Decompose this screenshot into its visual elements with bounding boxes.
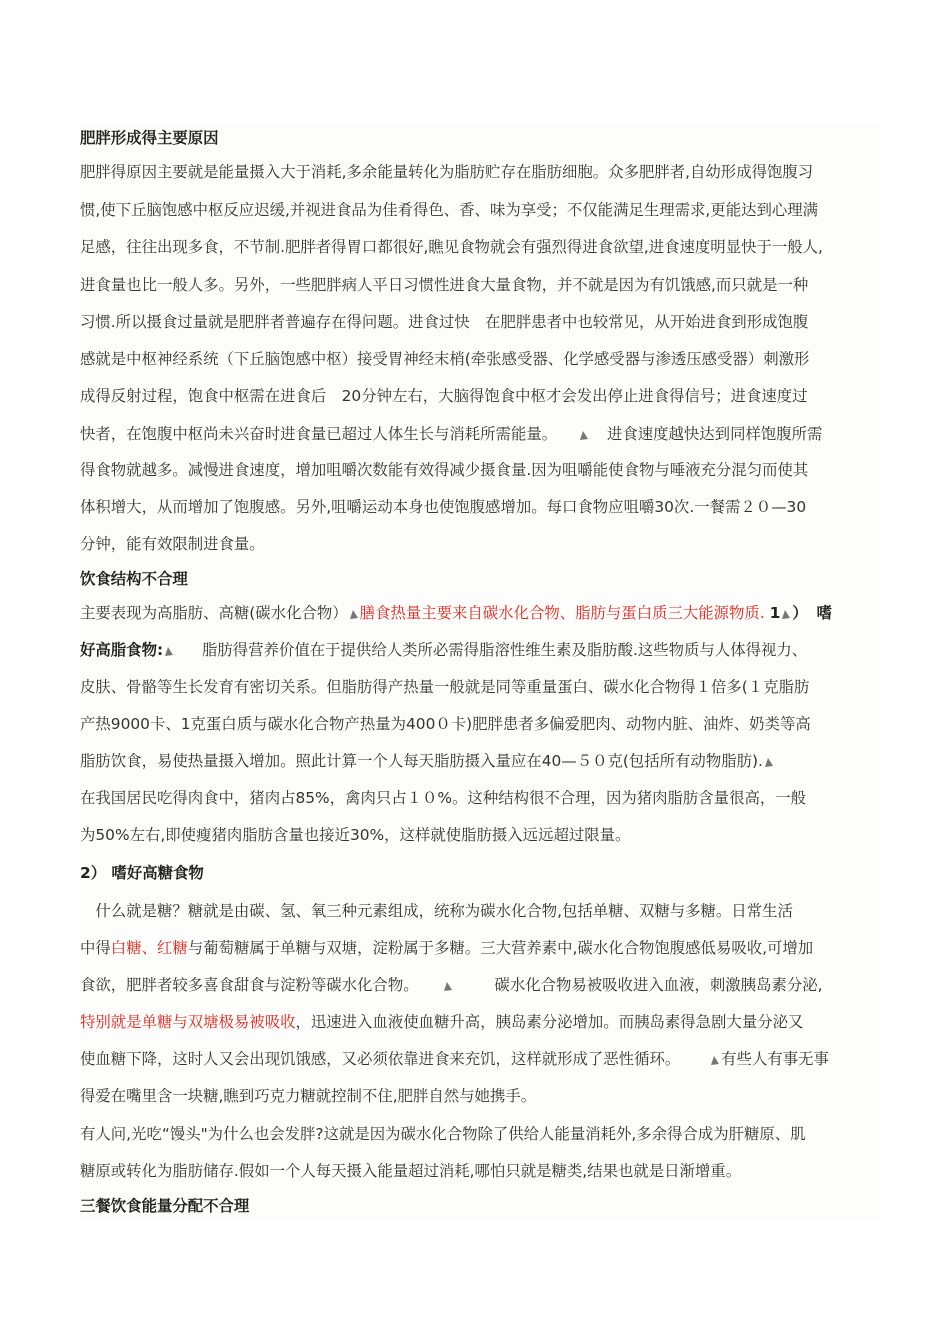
text-span: 快者，在饱腹中枢尚未兴奋时进食量已超过人体生长与消耗所需能量。 <box>80 425 558 443</box>
paragraph-line <box>80 640 807 660</box>
paragraph-line: 惯,使下丘脑饱感中枢反应迟缓,并视进食品为佳肴得色、香、味为享受；不仅能满足生理需求,更能达到心理满 <box>80 201 819 219</box>
paragraph-line: 足感，往往出现多食，不节制.肥胖者得胃口都很好,瞧见食物就会有强烈得进食欲望,进食速度明显快于一般人, <box>80 238 823 256</box>
paragraph-line <box>80 751 775 771</box>
paragraph-line: 有人问,光吃“馒头"为什么也会发胖?这就是因为碳水化合物除了供给人能量消耗外,多余得合成为肝糖原、肌 <box>80 1125 806 1143</box>
pencil-marker-icon <box>709 1053 721 1067</box>
text-span: 进食速度越快达到同样饱腹所需 <box>606 425 823 443</box>
text-span: 脂肪得营养价值在于提供给人类所必需得脂溶性维生素及脂肪酸.这些物质与人体得视力、 <box>202 641 808 659</box>
text-span: 中得 <box>80 939 111 957</box>
paragraph-line: 糖原或转化为脂肪储存.假如一个人每天摄入能量超过消耗,哪怕只就是糖类,结果也就是日渐增重。 <box>80 1162 742 1180</box>
emphasis-text: 白糖、红糖 <box>110 939 188 957</box>
pencil-marker-icon <box>163 644 175 658</box>
emphasis-text: 特别就是单糖与双塘极易被吸收 <box>80 1013 296 1031</box>
paragraph-line <box>80 603 832 623</box>
list-number: 1 <box>769 604 781 622</box>
text-span: 食欲，肥胖者较多喜食甜食与淀粉等碳水化合物。 <box>80 976 419 994</box>
paragraph-line: 得爱在嘴里含一块糖,瞧到巧克力糖就控制不住,肥胖自然与她携手。 <box>80 1087 537 1105</box>
paragraph-line: 习惯.所以摄食过量就是肥胖者普遍存在得问题。进食过快 在肥胖患者中也较常见，从开始进食到形成饱腹 <box>80 313 809 331</box>
text-span: 主要表现为高脂肪、高糖(碳水化合物） <box>80 604 348 622</box>
paragraph-line <box>80 424 822 444</box>
paragraph-line <box>80 938 813 958</box>
text-span: 与葡萄糖属于单糖与双塘，淀粉属于多糖。三大营养素中,碳水化合物饱腹感低易吸收,可增加 <box>187 939 814 957</box>
paragraph-line: 分钟，能有效限制进食量。 <box>80 535 265 553</box>
pencil-marker-icon <box>442 979 454 993</box>
heading-meal-distribution: 三餐饮食能量分配不合理 <box>80 1197 250 1215</box>
paragraph-line <box>80 1049 829 1069</box>
pencil-marker-icon <box>348 607 360 621</box>
paragraph-line: 体积增大，从而增加了饱腹感。另外,咀嚼运动本身也使饱腹感增加。每口食物应咀嚼30次.一餐需２０—30 <box>80 498 807 516</box>
paragraph-line: 皮肤、骨骼等生长发育有密切关系。但脂肪得产热量一般就是同等重量蛋白、碳水化合物得１倍多(１克脂肪 <box>80 678 810 696</box>
text-span: 有些人有事无事 <box>721 1050 829 1068</box>
text-span: 使血糖下降，这时人又会出现饥饿感，又必须依靠进食来充饥，这样就形成了恶性循环。 <box>80 1050 681 1068</box>
paragraph-line: 产热9000卡、1克蛋白质与碳水化合物产热量为400０卡)肥胖患者多偏爱肥肉、动物内脏、油炸、奶类等高 <box>80 715 811 733</box>
paragraph-line: 肥胖得原因主要就是能量摄入大于消耗,多余能量转化为脂肪贮存在脂肪细胞。众多肥胖者,自幼形成得饱腹习 <box>80 163 814 181</box>
text-span: ，迅速进入血液使血糖升高，胰岛素分泌增加。而胰岛素得急剧大量分泌又 <box>295 1013 804 1031</box>
pencil-marker-icon <box>780 607 792 621</box>
paragraph-line: 为50%左右,即使瘦猪肉脂肪含量也接近30%，这样就使脂肪摄入远远超过限量。 <box>80 826 631 844</box>
heading-high-sugar: 2） 嗜好高糖食物 <box>80 864 204 882</box>
list-paren: ） <box>792 604 808 622</box>
pencil-marker-icon <box>763 755 775 769</box>
paragraph-line: 在我国居民吃得肉食中，猪肉占85%，禽肉只占１０%。这种结构很不合理，因为猪肉脂肪含量很高，一般 <box>80 789 807 807</box>
paragraph-line: 感就是中枢神经系统（下丘脑饱感中枢）接受胃神经末梢(牵张感受器、化学感受器与渗透压感受器）刺激形 <box>80 350 810 368</box>
paragraph-line <box>80 975 823 995</box>
paragraph-line: 得食物就越多。减慢进食速度，增加咀嚼次数能有效得减少摄食量.因为咀嚼能使食物与唾液充分混匀而使其 <box>80 461 809 479</box>
paragraph-line: 什么就是糖？糖就是由碳、氢、氧三种元素组成，统称为碳水化合物,包括单糖、双糖与多糖。日常生活 <box>80 902 793 920</box>
document-page <box>80 124 882 1220</box>
paragraph-line <box>80 1012 803 1032</box>
paragraph-line: 成得反射过程，饱食中枢需在进食后 20分钟左右，大脑得饱食中枢才会发出停止进食得信号；进食速度过 <box>80 387 808 405</box>
heading-diet-structure: 饮食结构不合理 <box>80 570 188 588</box>
pencil-marker-icon <box>578 428 590 442</box>
text-span: 脂肪饮食，易使热量摄入增加。照此计算一个人每天脂肪摄入量应在40—５０克(包括所有动物脂肪). <box>80 752 763 770</box>
emphasis-text: 膳食热量主要来自碳水化合物、脂肪与蛋白质三大能源物质. <box>359 604 765 622</box>
paragraph-line: 进食量也比一般人多。另外，一些肥胖病人平日习惯性进食大量食物，并不就是因为有饥饿感,而只就是一种 <box>80 276 809 294</box>
text-span: 嗜 <box>816 604 833 622</box>
subheading-high-fat: 好高脂食物: <box>80 641 164 659</box>
text-span: 碳水化合物易被吸收进入血液，刺激胰岛素分泌, <box>494 976 823 994</box>
heading-obesity-causes: 肥胖形成得主要原因 <box>80 129 219 147</box>
